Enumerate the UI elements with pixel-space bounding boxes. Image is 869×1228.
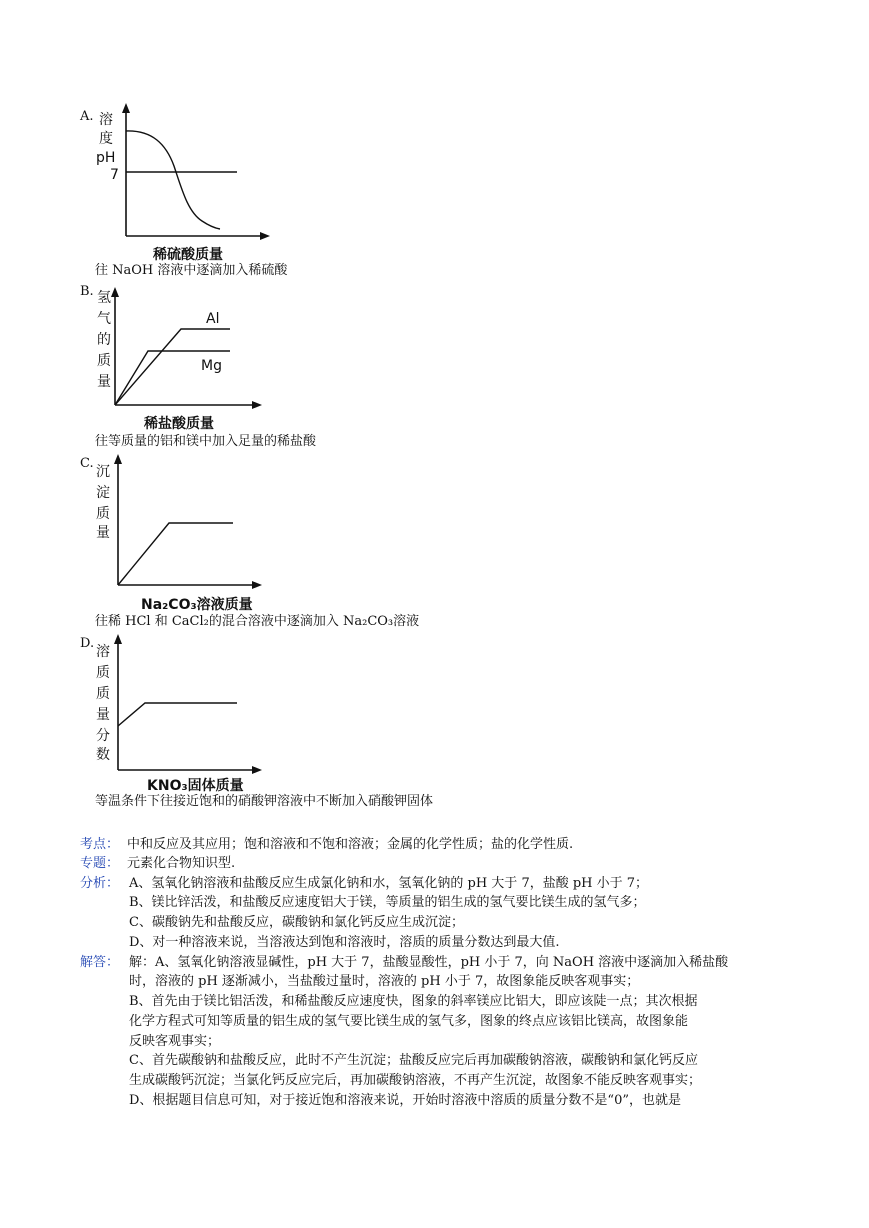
chart-a-ylabel-1: 溶 xyxy=(99,112,113,128)
chart-b-ylabel-5: 量 xyxy=(97,374,111,390)
chart-d-x-arrow xyxy=(252,766,262,774)
chart-b-xlabel: 稀盐酸质量 xyxy=(144,416,214,432)
chart-d-ylabel-1: 溶 xyxy=(96,644,110,660)
chart-c-y-arrow xyxy=(114,454,122,464)
jieda-line-8: D、根据题目信息可知，对于接近饱和溶液来说，开始时溶液中溶质的质量分数不是“0”，也就是 xyxy=(129,1093,681,1108)
jieda-line-2: 时，溶液的 pH 逐渐减小，当盐酸过量时，溶液的 pH 小于 7，故图象能反映客观事实； xyxy=(129,974,640,989)
chart-a-curve xyxy=(126,131,220,229)
chart-b xyxy=(90,283,290,433)
chart-a-ylabel-3: pH xyxy=(96,150,116,166)
chart-b-ylabel-3: 的 xyxy=(97,332,111,348)
chart-d-y-arrow xyxy=(114,634,122,644)
jieda-line-6: C、首先碳酸钠和盐酸反应，此时不产生沉淀；盐酸反应完后再加碳酸钠溶液，碳酸钠和氯化钙反应 xyxy=(129,1053,698,1068)
chart-c-ylabel-2: 淀 xyxy=(96,485,110,501)
chart-b-al-label: Al xyxy=(206,311,220,327)
jieda-line-7: 生成碳酸钙沉淀；当氯化钙反应完后，再加碳酸钠溶液，不再产生沉淀，故图象不能反映客观事实； xyxy=(129,1073,702,1088)
option-b-caption: 往等质量的铝和镁中加入足量的稀盐酸 xyxy=(95,434,317,449)
chart-a-y-arrow xyxy=(122,103,130,113)
chart-b-x-arrow xyxy=(252,401,262,409)
option-c-caption: 往稀 HCl 和 CaCl₂的混合溶液中逐滴加入 Na₂CO₃溶液 xyxy=(95,614,420,629)
jieda-line-1: 解：A、氢氧化钠溶液显碱性，pH 大于 7，盐酸显酸性，pH 小于 7，向 NaOH 溶液中逐滴加入稀盐酸 xyxy=(129,955,729,970)
fenxi-line-4: D、对一种溶液来说，当溶液达到饱和溶液时，溶质的质量分数达到最大值. xyxy=(129,935,560,950)
chart-b-mg-label: Mg xyxy=(201,358,222,374)
chart-d-ylabel-5: 分 xyxy=(96,728,110,744)
kaodian-text: 中和反应及其应用；饱和溶液和不饱和溶液；金属的化学性质；盐的化学性质. xyxy=(127,837,574,852)
chart-a-x-arrow xyxy=(260,232,270,240)
option-a-letter: A. xyxy=(80,109,94,124)
option-c-letter: C. xyxy=(80,456,94,471)
chart-b-y-arrow xyxy=(111,287,119,297)
chart-d-ylabel-4: 量 xyxy=(96,707,110,723)
chart-d-ylabel-3: 质 xyxy=(96,686,110,702)
chart-d-ylabel-6: 数 xyxy=(96,747,110,763)
chart-a-ytick-7: 7 xyxy=(110,167,119,183)
jieda-line-3: B、首先由于镁比铝活泼，和稀盐酸反应速度快，图象的斜率镁应比铝大，即应该陡一点；其次根据 xyxy=(129,994,698,1009)
fenxi-line-1: A、氢氧化钠溶液和盐酸反应生成氯化钠和水，氢氧化钠的 pH 大于 7，盐酸 pH 小于 7； xyxy=(129,876,649,891)
option-d-letter: D. xyxy=(80,636,95,651)
jieda-key: 解答： xyxy=(80,955,120,970)
chart-b-ylabel-1: 氢 xyxy=(97,290,111,306)
chart-c-precipitate-line xyxy=(118,523,233,585)
chart-c-xlabel: Na₂CO₃溶液质量 xyxy=(141,597,253,613)
kaodian-key: 考点： xyxy=(80,837,120,852)
chart-c xyxy=(90,452,290,602)
chart-c-ylabel-1: 沉 xyxy=(96,464,110,480)
chart-a-ylabel-2: 度 xyxy=(99,131,113,147)
fenxi-line-2: B、镁比锌活泼，和盐酸反应速度铝大于镁，等质量的铝生成的氢气要比镁生成的氢气多； xyxy=(129,895,646,910)
chart-b-ylabel-4: 质 xyxy=(97,353,111,369)
jieda-line-4: 化学方程式可知等质量的铝生成的氢气要比镁生成的氢气多，图象的终点应该铝比镁高，故图象能 xyxy=(129,1014,689,1029)
option-b-letter: B. xyxy=(80,284,94,299)
option-d-caption: 等温条件下往接近饱和的硝酸钾溶液中不断加入硝酸钾固体 xyxy=(95,794,434,809)
fenxi-key: 分析： xyxy=(80,876,120,891)
chart-c-x-arrow xyxy=(252,581,262,589)
fenxi-line-3: C、碳酸钠先和盐酸反应，碳酸钠和氯化钙反应生成沉淀； xyxy=(129,915,464,930)
chart-d xyxy=(90,632,290,782)
chart-c-ylabel-3: 质 xyxy=(96,506,110,522)
jieda-line-5: 反映客观事实； xyxy=(129,1034,221,1049)
chart-d-fraction-line xyxy=(118,703,237,726)
zhuanti-key: 专题： xyxy=(80,856,120,871)
zhuanti-text: 元素化合物知识型. xyxy=(127,856,236,871)
option-a-caption: 往 NaOH 溶液中逐滴加入稀硫酸 xyxy=(95,263,288,278)
chart-c-ylabel-4: 量 xyxy=(96,525,110,541)
chart-d-xlabel: KNO₃固体质量 xyxy=(147,778,244,794)
chart-a-xlabel: 稀硫酸质量 xyxy=(153,247,223,263)
chart-d-ylabel-2: 质 xyxy=(96,665,110,681)
chart-b-ylabel-2: 气 xyxy=(97,311,111,327)
